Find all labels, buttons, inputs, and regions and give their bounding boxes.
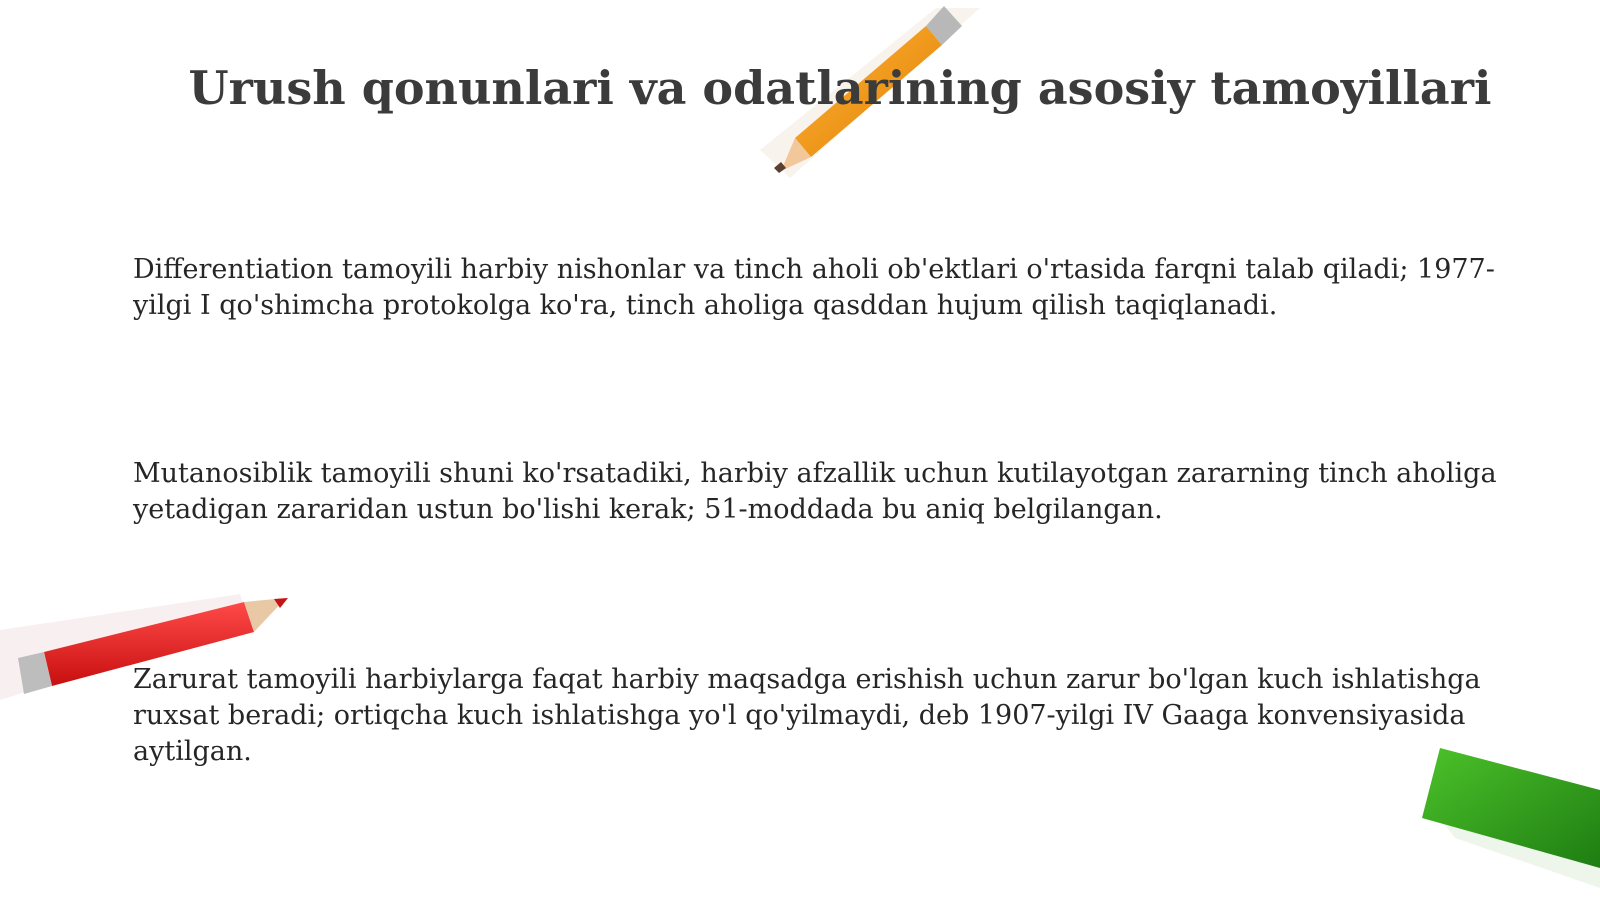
slide-title: Urush qonunlari va odatlarining asosiy tamoyillari [188, 61, 1492, 115]
paragraph-differentiation: Differentiation tamoyili harbiy nishonlar va tinch aholi ob'ektlari o'rtasida farqni talab qiladi; 1977-yilgi I qo'shimcha protokolga ko'ra, tinch aholiga qasddan hujum qilish taqiqlanadi. [133, 254, 1495, 321]
paragraph-necessity: Zarurat tamoyili harbiylarga faqat harbiy maqsadga erishish uchun zarur bo'lgan kuch ishlatishga ruxsat beradi; ortiqcha kuch ishlatishga yo'l qo'yilmaydi, deb 1907-yilgi IV Gaaga konvensiyasida aytilgan. [133, 664, 1481, 767]
paragraph-proportionality: Mutanosiblik tamoyili shuni ko'rsatadiki, harbiy afzallik uchun kutilayotgan zararning tinch aholiga yetadigan zararidan ustun bo'lishi kerak; 51-moddada bu aniq belgilangan. [133, 458, 1497, 525]
